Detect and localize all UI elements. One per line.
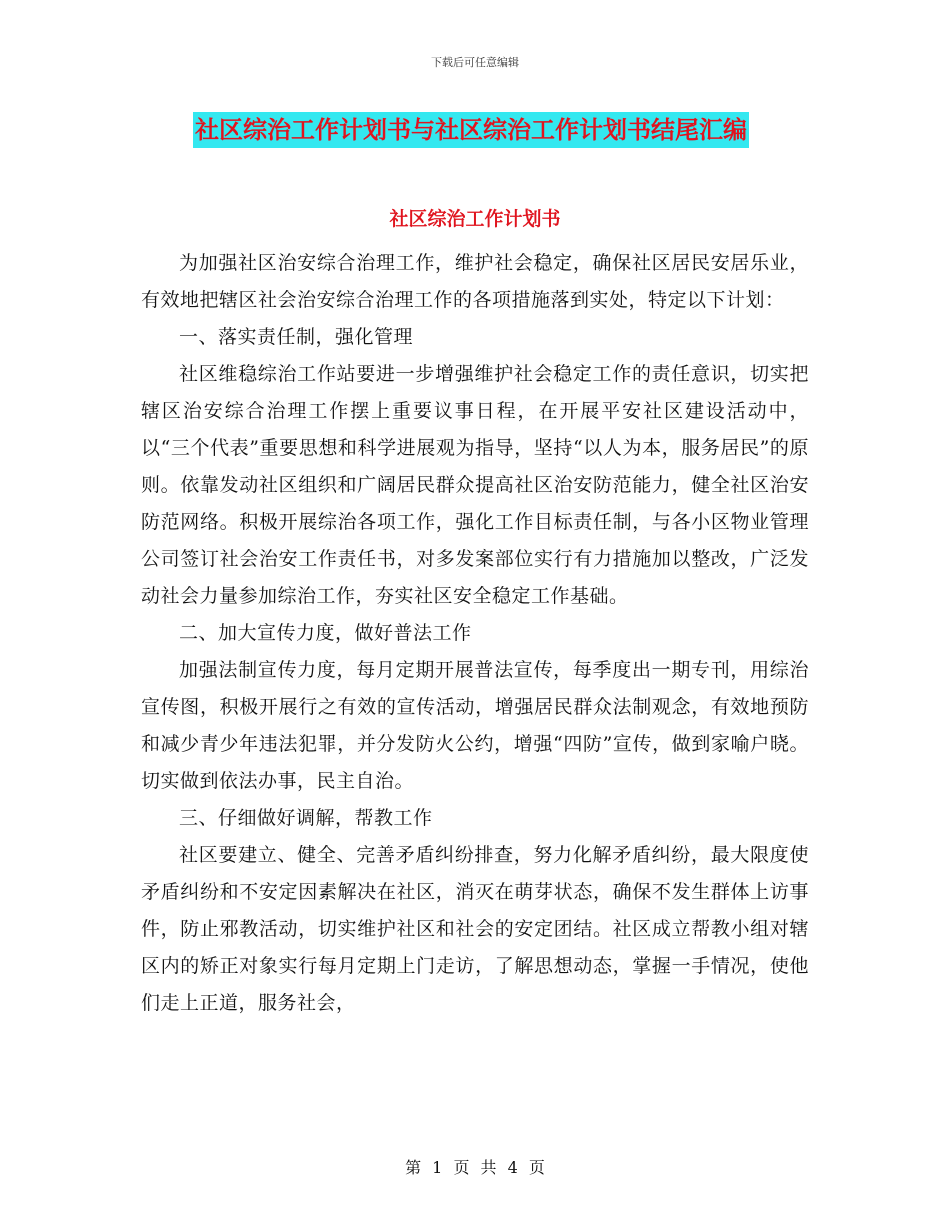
paragraph-mediation: 社区要建立、健全、完善矛盾纠纷排查，努力化解矛盾纠纷，最大限度使矛盾纠纷和不安定因素解决在社区，消灭在萌芽状态，确保不发生群体上访事件，防止邪教活动，切实维护社区和社会的安定团结。社区成立帮教小组对辖区内的矫正对象实行每月定期上门走访，了解思想动态，掌握一手情况，使他们走上正道，服务社会，	[141, 844, 809, 1014]
paragraph-publicity: 加强法制宣传力度，每月定期开展普法宣传，每季度出一期专刊，用综治宣传图，积极开展行之有效的宣传活动，增强居民群众法制观念，有效地预防和减少青少年违法犯罪，并分发防火公约，增强“四防”宣传，做到家喻户晓。切实做到依法办事，民主自治。	[141, 659, 809, 792]
heading-responsibility: 一、落实责任制，强化管理	[179, 326, 414, 348]
paragraph-responsibility: 社区维稳综治工作站要进一步增强维护社会稳定工作的责任意识，切实把辖区治安综合治理工作摆上重要议事日程，在开展平安社区建设活动中，以“三个代表”重要思想和科学进展观为指导，坚持“以人为本，服务居民”的原则。依靠发动社区组织和广阔居民群众提高社区治安防范能力，健全社区治安防范网络。积极开展综治各项工作，强化工作目标责任制，与各小区物业管理公司签订社会治安工作责任书，对多发案部位实行有力措施加以整改，广泛发动社会力量参加综治工作，夯实社区安全稳定工作基础。	[141, 363, 809, 607]
page-number-footer: 第 1 页 共 4 页	[405, 1158, 545, 1177]
page-header-note: 下载后可任意编辑	[431, 56, 519, 69]
document-body	[141, 245, 809, 1022]
section-title: 社区综治工作计划书	[389, 208, 561, 230]
paragraph-intro: 为加强社区治安综合治理工作，维护社会稳定，确保社区居民安居乐业，有效地把辖区社会治安综合治理工作的各项措施落到实处，特定以下计划：	[141, 252, 809, 311]
heading-publicity: 二、加大宣传力度，做好普法工作	[179, 622, 472, 644]
document-main-title: 社区综治工作计划书与社区综治工作计划书结尾汇编	[193, 112, 749, 148]
heading-mediation: 三、仔细做好调解，帮教工作	[179, 807, 433, 829]
